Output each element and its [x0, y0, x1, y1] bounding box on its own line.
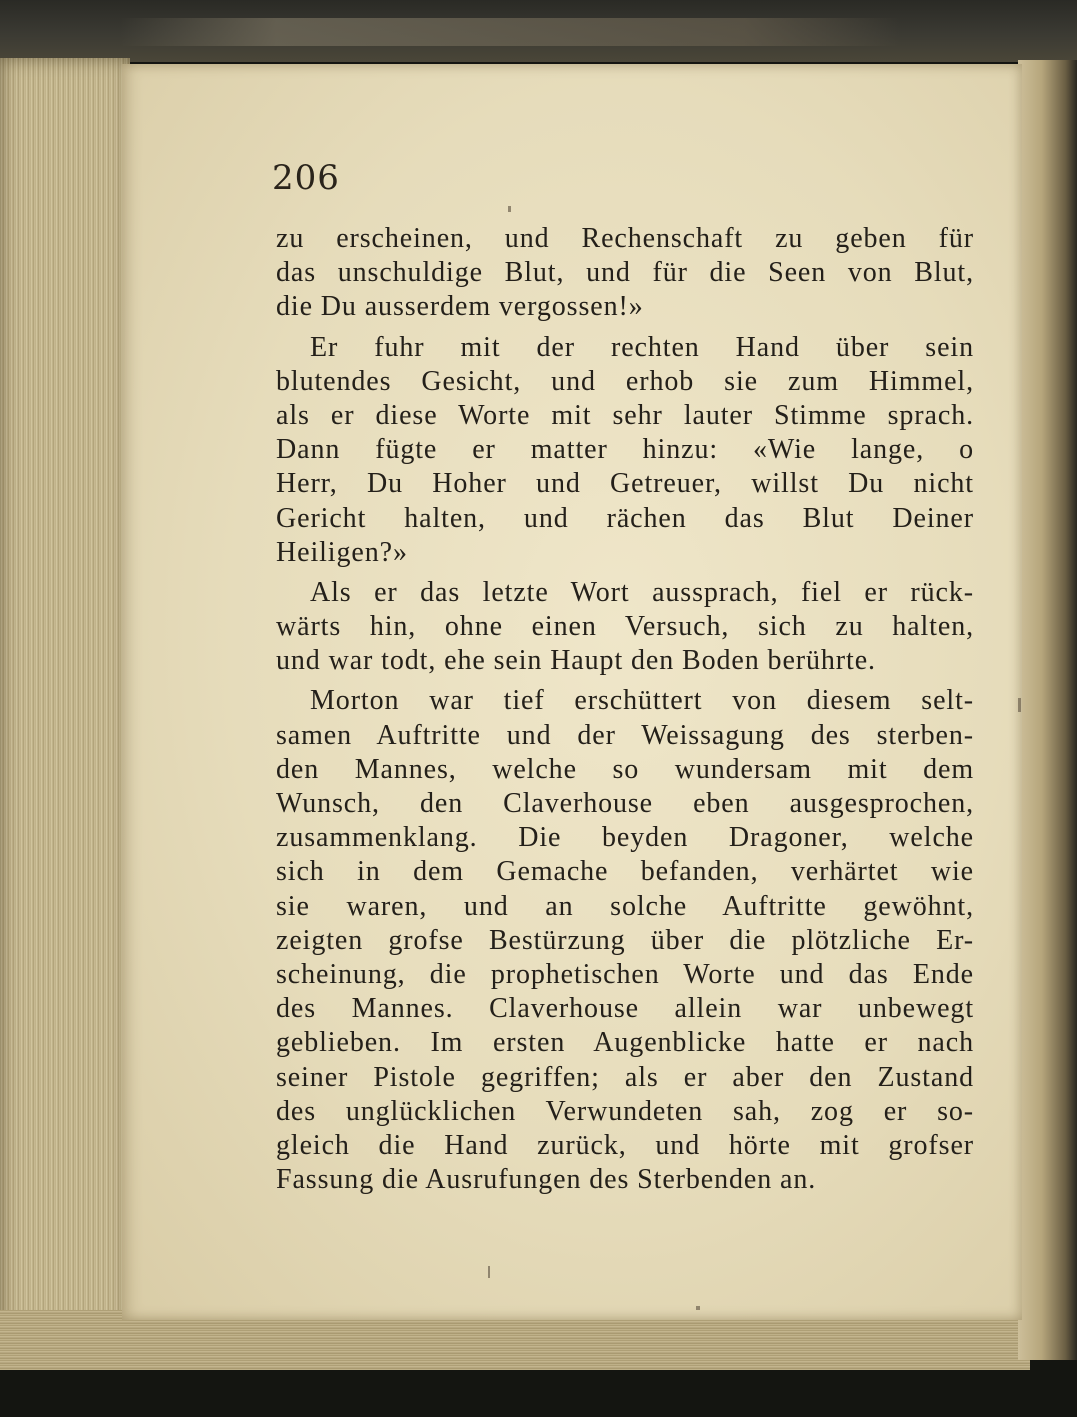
text-line: Herr, Du Hoher und Getreuer, willst Du nicht	[276, 468, 974, 500]
text-line: zeigten grofse Bestürzung über die plötzliche Er-	[276, 924, 974, 956]
text-line: geblieben. Im ersten Augenblicke hatte er nach	[276, 1027, 974, 1059]
text-line: Wunsch, den Claverhouse eben ausgesprochen,	[276, 788, 974, 819]
text-line: Morton war tief erschüttert von diesem selt-	[310, 685, 974, 717]
text-line: Als er das letzte Wort aussprach, fiel er rück-	[310, 576, 974, 608]
text-line: sie waren, und an solche Auftritte gewöhnt,	[276, 890, 974, 922]
text-line: Er fuhr mit der rechten Hand über sein	[310, 331, 974, 363]
text-line: scheinung, die prophetischen Worte und das Ende	[276, 958, 974, 990]
text-line: wärts hin, ohne einen Versuch, sich zu halten,	[276, 611, 974, 643]
text-line: seiner Pistole gegriffen; als er aber den Zustand	[276, 1061, 974, 1093]
text-line: des Mannes. Claverhouse allein war unbewegt	[276, 993, 974, 1025]
text-line: sich in dem Gemache befanden, verhärtet wie	[276, 856, 974, 888]
paper-speck	[696, 1306, 700, 1310]
text-line: Dann fügte er matter hinzu: «Wie lange, o	[276, 434, 974, 466]
ink-speck	[508, 206, 511, 212]
text-line: und war todt, ehe sein Haupt den Boden berührte.	[276, 645, 876, 677]
paragraph	[276, 684, 974, 1197]
text-line: des unglücklichen Verwundeten sah, zog er so-	[276, 1095, 974, 1127]
book-spine-edge	[1018, 60, 1077, 1360]
paragraph	[276, 222, 974, 325]
text-line: Heiligen?»	[276, 536, 408, 568]
paper-mark	[488, 1266, 490, 1278]
text-line: blutendes Gesicht, und erhob sie zum Himmel,	[276, 365, 974, 397]
text-line: zusammenklang. Die beyden Dragoner, welche	[276, 822, 974, 854]
margin-mark	[1018, 698, 1021, 712]
text-line: als er diese Worte mit sehr lauter Stimme sprach.	[276, 399, 974, 431]
text-line: samen Auftritte und der Weissagung des sterben-	[276, 719, 974, 751]
text-line: das unschuldige Blut, und für die Seen von Blut,	[276, 257, 974, 289]
text-line: den Mannes, welche so wundersam mit dem	[276, 753, 974, 785]
text-line: Fassung die Ausrufungen des Sterbenden an.	[276, 1164, 817, 1196]
page-number: 206	[272, 158, 340, 198]
text-line: gleich die Hand zurück, und hörte mit grofser	[276, 1129, 974, 1161]
paragraph	[276, 331, 974, 570]
text-line: die Du ausserdem vergossen!»	[276, 291, 644, 323]
page-stack-left	[0, 58, 130, 1358]
text-line: zu erscheinen, und Rechenschaft zu geben für	[276, 223, 974, 254]
paragraph	[276, 576, 974, 679]
book-top-edge	[0, 0, 1077, 62]
body-text	[276, 222, 974, 1197]
text-line: Gericht halten, und rächen das Blut Deiner	[276, 502, 974, 534]
